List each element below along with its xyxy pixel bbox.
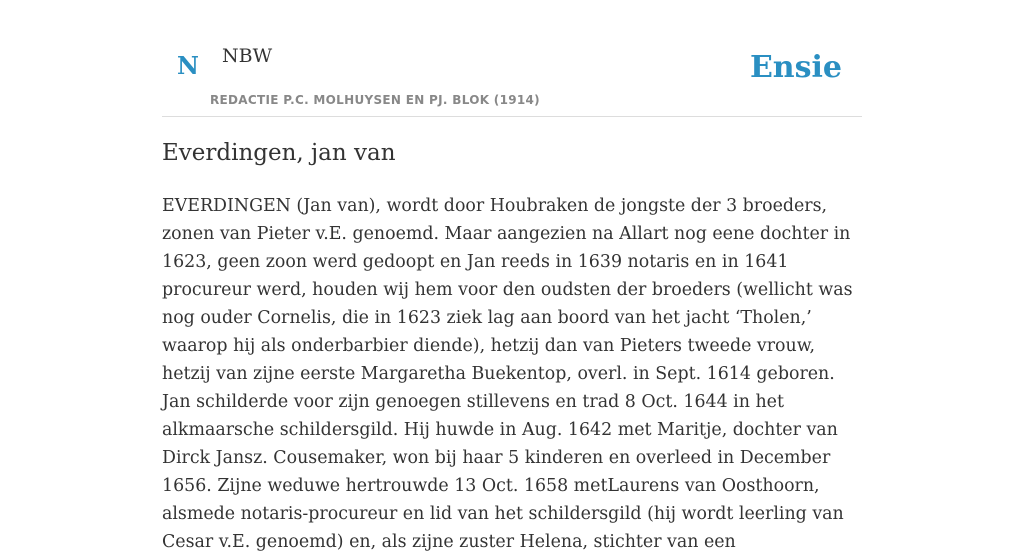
header — [162, 0, 862, 117]
page-title: Everdingen, jan van — [162, 140, 396, 166]
source-name[interactable]: NBW — [222, 45, 273, 67]
source-logo-icon[interactable]: N — [177, 51, 199, 80]
ensie-logo[interactable]: Ensie — [749, 50, 842, 85]
source-editors: REDACTIE P.C. MOLHUYSEN EN PJ. BLOK (1914) — [210, 93, 540, 107]
page — [162, 0, 862, 552]
article-body: EVERDINGEN (Jan van), wordt door Houbraken de jongste der 3 broeders, zonen van Pieter v.E. genoemd. Maar aangezien na Allart nog eene dochter in 1623, geen zoon werd gedoopt en Jan reeds in 1639 notaris en in 1641 procureur werd, houden wij hem voor den oudsten der broeders (wellicht was nog ouder Cornelis, die in 1623 ziek lag aan boord van het jacht ‘Tholen,’ waarop hij als onderbarbier diende), hetzij dan van Pieters tweede vrouw, hetzij van zijne eerste Margaretha Buekentop, overl. in Sept. 1614 geboren. Jan schilderde voor zijn genoegen stillevens en trad 8 Oct. 1644 in het alkmaarsche schildersgild. Hij huwde in Aug. 1642 met Maritje, dochter van Dirck Jansz. Cousemaker, won bij haar 5 kinderen en overleed in December 1656. Zijne weduwe hertrouwde 13 Oct. 1658 metLaurens van Oosthoorn, alsmede notaris-procureur en lid van het schildersgild (hij wordt leerling van Cesar v.E. genoemd) en, als zijne zuster Helena, stichter van een — [162, 196, 853, 552]
